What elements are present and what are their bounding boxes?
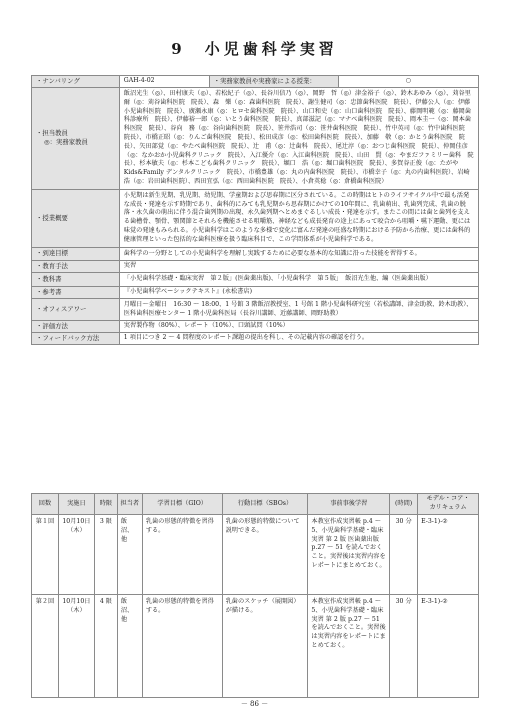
- office-hours-value: 月曜日～金曜日 16:30 ～ 18:00、1 号館 3 階飯沼教授室、1 号館 1 階小児歯科研究室（若松講師、津金助教、鈴木助教）、医科歯科医療センター 1 階小児歯科医局（長谷川講師、近藤講師、岡野助教）: [119, 298, 478, 321]
- course-info-table: [31, 75, 479, 345]
- header-teacher: 担当者: [117, 494, 142, 515]
- goal-value: 歯科学の一分野としての小児歯科学を理解し実践するために必要な基本的な知識に沿った技能を習得する。: [119, 247, 478, 261]
- header-sbos: 行動目標（SBOs）: [222, 494, 308, 515]
- header-date: 実施日: [58, 494, 94, 515]
- schedule-table: [31, 493, 479, 698]
- reference-value: 『小児歯科学ベーシックテキスト』(永松書店): [119, 287, 478, 299]
- method-label: ・教育手法: [32, 261, 120, 273]
- teacher-cell: 飯沼、 他: [117, 515, 142, 595]
- session-cell: 第２回: [32, 595, 59, 698]
- office-hours-row: [32, 298, 479, 321]
- header-core-curriculum: モデル・コア・ カリキュラム: [418, 494, 479, 515]
- evaluation-value: 実習製作物（80%）、レポート（10%）、口頭試問（10%）: [119, 321, 478, 333]
- header-hours: (時間): [390, 494, 418, 515]
- evaluation-label: ・評価方法: [32, 321, 120, 333]
- hours-cell: 30 分: [390, 595, 418, 698]
- core-curriculum-cell: E-3-1)-②: [418, 515, 479, 595]
- reference-label: ・参考書: [32, 287, 120, 299]
- numbering-label: ・ナンバリング: [32, 76, 120, 88]
- core-curriculum-cell: E-3-1)-②: [418, 595, 479, 698]
- period-cell: 3 限: [94, 515, 117, 595]
- teachers-value: 飯沼光生（◎）、田村康夫（◎）、若松紀子（◎）、長谷川信乃（◎）、岡野 哲（◎）津金裕子（◎）、鈴木あゆみ（◎）、苅谷里爾（◎：苅谷歯科医院 院長）、森 樂（◎：森歯科医院 院長）、謝生健司（◎：忠節歯科医院 院長）、伊藤公人（◎：伊藤小児歯科医院 院長）、廣瀬永康（◎：ヒロセ歯科医院 院長）、山口和史（◎：山口歯科医院 院長）、藤岡明範（◎：藤岡歯科診療所 院長）、伊藤裕一郎（◎：いとう歯科医院 院長）、真部滋記（◎：マナベ歯科医院 院長）、岡本圭一（◎：岡本歯科医院 院長）、谷向 務（◎：谷向歯科医院 院長）、笹井浩司（◎：笹井歯科医院 院長）、竹中英司（◎：竹中歯科医院 院長）、市橋正昭（◎：りんご歯科医院 院長）、松田成彦（◎：松田歯科医院 院長）、加藤 敬（◎：かとう歯科医院 院長）、矢田部覚（◎：やたべ歯科医院 院長）、辻 甫（◎：辻歯科 院長）、尾辻淳（◎：おつじ歯科医院 院長）、仲岡佳彦（◎：なかおか小児歯科クリニック 院長）、入江優介（◎：入江歯科医院 院長）、山田 賢（◎：やまだファミリー歯科 院長）、杉本敏夫（◎：杉本こども歯科クリニック 院長）、堀口 浩（◎：堀口歯科医院 院長）、多賀谷正俊（◎：たがや Kids&Family デンタルクリニック 院長）、市橋豊雄（◎：丸の内歯科医院 院長）、市橋幸子（◎：丸の内歯科医院）、岩崎 浩（◎：岩田歯科医院）、西田宜弘（◎：西田歯科医院 院長）、小倉英稔（◎：倉橋歯科医院）: [119, 88, 478, 190]
- header-gio: 学習目標（GIO）: [142, 494, 222, 515]
- feedback-row: [32, 333, 479, 345]
- office-hours-label: ・オフィスアワー: [32, 298, 120, 321]
- feedback-label: ・フィードバック方法: [32, 333, 120, 345]
- table-row: [32, 595, 479, 698]
- textbook-value: 「小児歯科学基礎・臨床実習 第２版」(医歯薬出版)、「小児歯科学 第５版」 飯沼光生他、編（医歯薬出版）: [119, 273, 478, 287]
- teachers-sublabel: ◎：実務家教員: [44, 138, 88, 147]
- study-cell: 本教室作成実習帳 p.4 ～ 5、小児歯科学基礎・臨床実習 第 2 版 p.27 ～ 51 を読んでおくこと。実習後は実習内容をレポートにまとめておく。: [308, 595, 390, 698]
- practitioner-value: ○: [338, 76, 479, 88]
- overview-label: ・授業概要: [32, 189, 120, 247]
- numbering-value: GAH-4-02: [119, 76, 209, 88]
- teachers-label-cell: [32, 88, 120, 190]
- sbo-cell: 乳歯のスケッチ（展開図）が描ける。: [222, 595, 308, 698]
- goal-label: ・到達目標: [32, 247, 120, 261]
- date-cell: 10月10日 （木）: [58, 515, 94, 595]
- teachers-label: ・担当教員: [36, 129, 68, 138]
- gio-cell: 乳歯の形態的特徴を習得する。: [142, 595, 222, 698]
- feedback-value: 1 項目につき 2 ～ 4 問程度のレポート課題の提出を科し、その記載内容の確認を行う。: [119, 333, 478, 345]
- page-number: － 86 －: [240, 700, 269, 708]
- numbering-row: [32, 76, 479, 88]
- textbook-label: ・教科書: [32, 273, 120, 287]
- gio-cell: 乳歯の形態的特徴を習得する。: [142, 515, 222, 595]
- overview-value: 小児期は新生児期、乳児期、幼児期、学童期および思春期に区分されている。この時期はヒトのライフサイクル中で最も活発な成長・発達を示す時期であり、歯科的にみても乳児期から思春期にかけての10年間に、乳歯萌出、乳歯列完成、乳歯の脱落・永久歯の萌出に伴う混合歯列期の出現、永久歯列期へとめまぐるしい成長・発達を示す。またこの間には歯と歯列を支える歯槽骨、顎骨、顎関節とそれらを機能させる咀嚼筋、神経なども成長発育の途上にあって咬合から咀嚼・嚥下運動、更には味覚の発達もみられる。小児歯科学はこのような多様で変化に富んだ発達の旺盛な時期における予防から治療、更には歯科的健康管理といった包括的な歯科医療を扱う臨床科目で、この学問体系が小児歯科学である。: [119, 189, 478, 247]
- evaluation-row: [32, 321, 479, 333]
- overview-row: [32, 189, 479, 247]
- page-title: 9 小児歯科学実習: [171, 40, 338, 58]
- practitioner-label: ・実務家教員や実務家による授業：: [209, 76, 338, 88]
- study-cell: 本教室作成実習帳 p.4 ～ 5、小児歯科学基礎・臨床実習 第 2 版 医歯薬出版 p.27 ～ 51 を読んでおくこと。実習後は実習内容をレポートにまとめておく。: [308, 515, 390, 595]
- teacher-cell: 飯沼、 他: [117, 595, 142, 698]
- sbo-cell: 乳歯の形態的特徴について説明できる。: [222, 515, 308, 595]
- reference-row: [32, 287, 479, 299]
- header-period: 時限: [94, 494, 117, 515]
- hours-cell: 30 分: [390, 515, 418, 595]
- period-cell: 4 限: [94, 595, 117, 698]
- header-study: 事前事後学習: [308, 494, 390, 515]
- goal-row: [32, 247, 479, 261]
- table-row: [32, 515, 479, 595]
- method-row: [32, 261, 479, 273]
- schedule-header-row: [32, 494, 479, 515]
- header-session: 回数: [32, 494, 59, 515]
- teachers-row: [32, 88, 479, 190]
- method-value: 実習: [119, 261, 478, 273]
- textbook-row: [32, 273, 479, 287]
- date-cell: 10月10日 （木）: [58, 595, 94, 698]
- session-cell: 第１回: [32, 515, 59, 595]
